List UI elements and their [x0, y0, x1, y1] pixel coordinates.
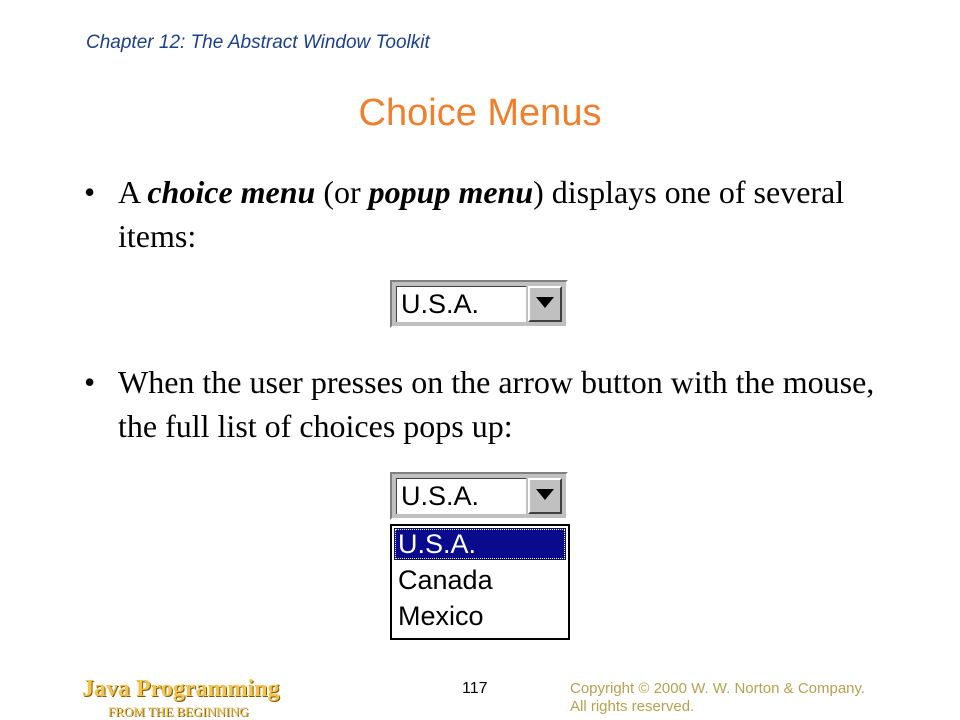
bullet-text: When the user presses on the arrow button with the mouse, the full list of choices pops up: [118, 364, 875, 444]
option-canada[interactable]: Canada [398, 565, 493, 595]
chapter-header: Chapter 12: The Abstract Window Toolkit [86, 32, 430, 53]
option-mexico[interactable]: Mexico [398, 601, 484, 631]
choice-selected-value: U.S.A. [396, 286, 526, 322]
copyright: Copyright © 2000 W. W. Norton & Company. All rights reserved. [570, 680, 866, 715]
choice-arrow-button[interactable] [528, 478, 562, 514]
down-arrow-icon [536, 489, 554, 501]
slide-title: Choice Menus [358, 92, 602, 134]
bullet-dot: • [84, 364, 96, 400]
option-usa[interactable]: U.S.A. [394, 528, 566, 560]
bullet-text: A choice menu (or popup menu) displays one of several items: [118, 174, 845, 254]
footer-brand: Java Programming [82, 676, 280, 702]
choice-menu-open[interactable] [390, 472, 568, 520]
page-number: 117 [462, 680, 488, 697]
choice-menu-closed[interactable] [390, 280, 568, 328]
bullet-1 [84, 170, 884, 258]
choice-arrow-button[interactable] [528, 286, 562, 322]
term-choice-menu: choice menu [147, 174, 316, 210]
footer-subtitle: FROM THE BEGINNING [108, 704, 249, 719]
bullet-2 [84, 360, 884, 448]
choice-selected-value: U.S.A. [396, 478, 526, 514]
choice-dropdown-list [390, 524, 570, 640]
bullet-dot: • [84, 174, 96, 210]
term-popup-menu: popup menu [368, 174, 534, 210]
down-arrow-icon [536, 297, 554, 309]
